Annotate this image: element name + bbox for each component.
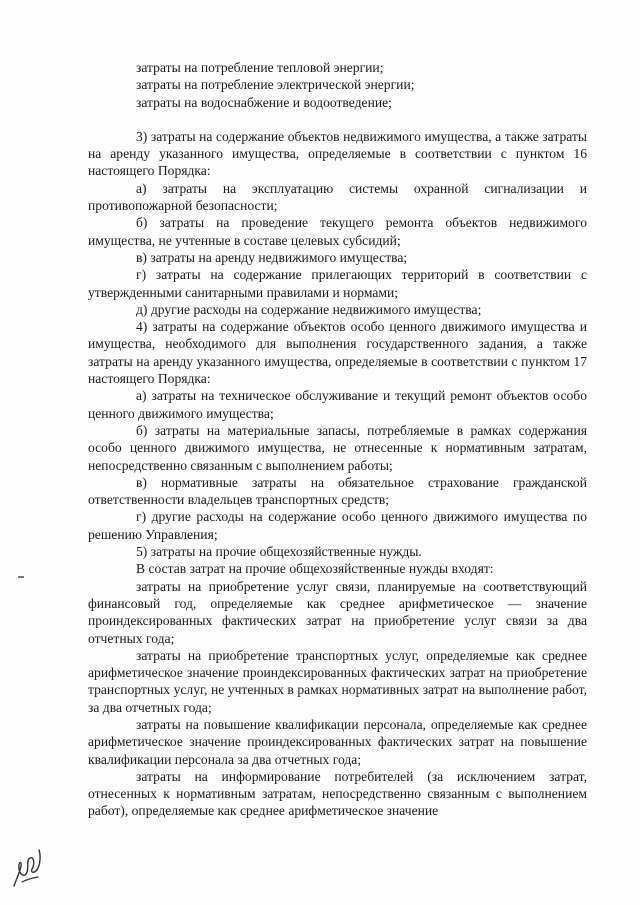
paragraph: г) другие расходы на содержание особо ценного движимого имущества по решению Управления;: [88, 509, 587, 542]
paragraph: затраты на потребление тепловой энергии;: [136, 60, 384, 75]
paragraph: в) затраты на аренду недвижимого имущества;: [136, 249, 408, 265]
paragraph: 5) затраты на прочие общехозяйственные нужды.: [136, 544, 422, 560]
paragraph: затраты на водоснабжение и водоотведение;: [136, 94, 392, 110]
paragraph: затраты на повышение квалификации персонала, определяемые как среднее арифметическое значение проиндексированных фактических затрат на повышение квалификации персонала за два отчетных года;: [88, 716, 587, 767]
paragraph: б) затраты на проведение текущего ремонта объектов недвижимого имущества, не учтенные в составе целевых субсидий;: [88, 215, 587, 248]
paragraph: затраты на приобретение услуг связи, планируемые на соответствующий финансовый год, определяемые как среднее арифметическое — значение проиндексированных фактических затрат на приобретение услуг связи за два отчетных года;: [88, 578, 587, 646]
paragraph: а) затраты на эксплуатацию системы охранной сигнализации и противопожарной безопасности;: [88, 180, 587, 214]
document-body: [88, 59, 587, 820]
margin-mark: [18, 576, 24, 578]
handwritten-initials: [8, 842, 48, 892]
paragraph: затраты на потребление электрической энергии;: [136, 77, 415, 93]
paragraph: г) затраты на содержание прилегающих территорий в соответствии с утвержденными санитарными правилами и нормами;: [88, 267, 587, 300]
paragraph: затраты на информирование потребителей (за исключением затрат, отнесенных к нормативным затратам, непосредственно связанным с выполнением работ), определяемые как среднее арифметическое значение: [88, 768, 587, 819]
paragraph: д) другие расходы на содержание недвижимого имущества;: [136, 301, 482, 317]
paragraph: 4) затраты на содержание объектов особо ценного движимого имущества и имущества, необходимого для выполнения государственного задания, а также затраты на аренду указанного имущества, определяемые в соответствии с пунктом 17 настоящего Порядка:: [88, 319, 587, 387]
paragraph: в) нормативные затраты на обязательное страхование гражданской ответственности владельцев транспортных средств;: [88, 474, 587, 508]
paragraph: а) затраты на техническое обслуживание и текущий ремонт объектов особо ценного движимого имущества;: [88, 388, 587, 421]
paragraph: 3) затраты на содержание объектов недвижимого имущества, а также затраты на аренду указанного имущества, определяемые в соответствии с пунктом 16 настоящего Порядка:: [88, 128, 587, 179]
paragraph: затраты на приобретение транспортных услуг, определяемые как среднее арифметическое значение проиндексированных фактических затрат на приобретение транспортных услуг, не учтенных в рамках нормативных затрат на выполнение работ, за два отчетных года;: [88, 647, 587, 715]
paragraph: б) затраты на материальные запасы, потребляемые в рамках содержания особо ценного движимого имущества, не отнесенные к нормативным затратам, непосредственно связанным с выполнением работы;: [88, 422, 587, 473]
paragraph: В состав затрат на прочие общехозяйственные нужды входят:: [136, 561, 494, 577]
